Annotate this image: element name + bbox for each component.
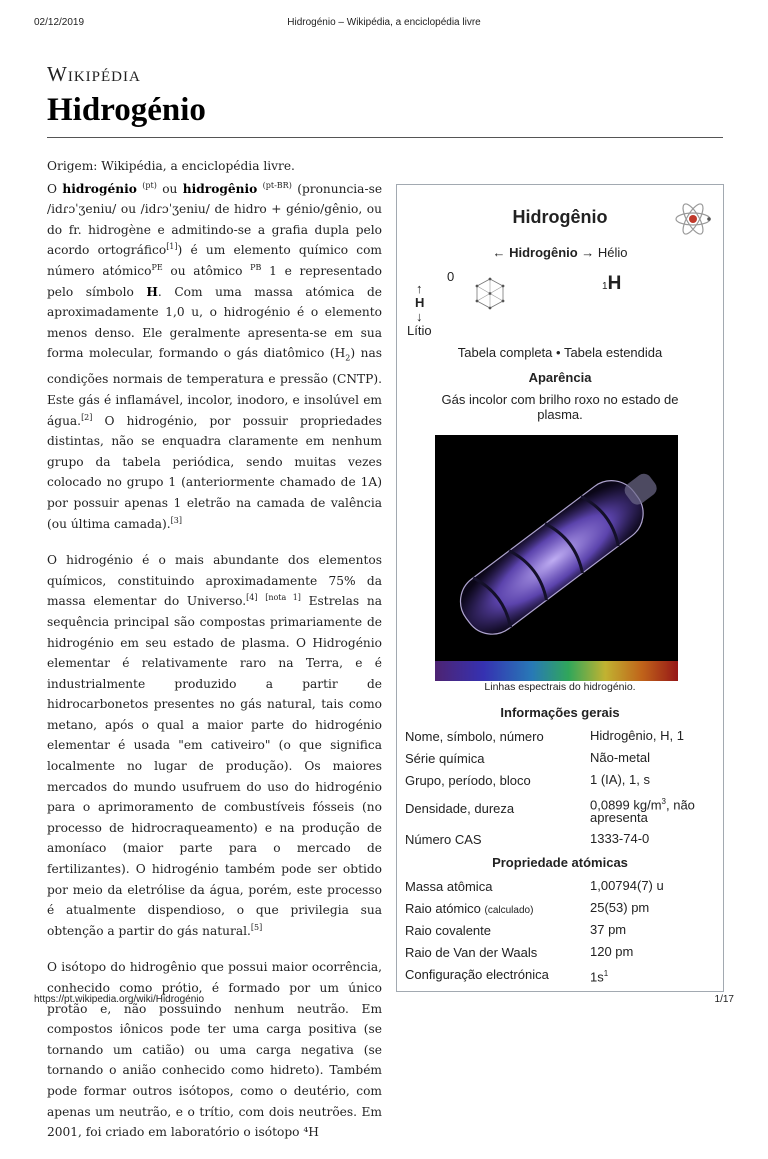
print-page-number: 1/17	[714, 994, 734, 1005]
info-value	[590, 967, 720, 983]
info-key[interactable]: Densidade, dureza	[405, 801, 515, 816]
info-key[interactable]	[405, 901, 533, 916]
bold-term: hidrogénio	[62, 181, 137, 196]
page-title: Hidrogénio	[47, 92, 206, 128]
text: Estrelas na sequência principal são compostas primariamente de hidrogénio em seu estado de plasma. O Hidrogénio elementar é relativamente raro na Terra, e é industrialmente produzido a partir de hidrocarbonetos presentes no gás natural, tais como metano, após o qual a maior parte do hidrogénio elementar é usada "em cativeiro" (o que significa localmente no lugar de produção). Os maiores mercados do mundo usufruem do uso do hidrogénio para o aprimoramento de combustíveis fósseis (no processo de hidrocraqueamento) e na produção de amoníaco (maior parte para o mercado de fertilizantes). O hidrogénio também pode ser obtido por meio da eletrólise da água, porém, este processo é atualmente dispendioso, o que privilegia sua obtenção a partir do gás natural.	[47, 594, 383, 938]
element-symbol: H	[607, 273, 622, 294]
above-element[interactable]: H	[415, 295, 425, 310]
nav-next-element[interactable]: → Hélio	[577, 245, 628, 260]
hydrogen-discharge-tube-image[interactable]	[435, 435, 678, 681]
info-key[interactable]: Raio covalente	[405, 923, 491, 938]
info-key[interactable]: Série química	[405, 751, 485, 766]
lang-note[interactable]: (pt-BR)	[262, 180, 292, 190]
info-key[interactable]: Grupo, período, bloco	[405, 773, 531, 788]
element-navigation	[397, 245, 723, 260]
text: ) é um elemento químico com número atómico	[47, 243, 382, 278]
info-key: Nome, símbolo, número	[405, 729, 544, 744]
pb-note[interactable]: PB	[250, 262, 262, 272]
density-value: 0,0899 kg/m	[590, 797, 662, 813]
article-body	[47, 156, 382, 1159]
info-value[interactable]: Não-metal	[590, 750, 650, 765]
paragraph-3: O isótopo do hidrogênio que possui maior ocorrência, conhecido como prótio, é formado por um único protão e, não possuindo nenhum neutrão. Em compostos iônicos pode ter uma carga positiva (se tornando um catião) ou uma carga negativa (se tornando o anião conhecido como hidreto). Também pode formar outros isótopos, como o deutério, com apenas um neutrão, e o trítio, com dois neutrões. Em 2001, foi criado em laboratório o isótopo ⁴H	[47, 960, 382, 1140]
reference-4[interactable]: [4]	[246, 593, 258, 603]
hardness-value: , não apresenta	[590, 797, 695, 826]
wikipedia-logo[interactable]: Wikipédia	[47, 62, 141, 86]
table-links[interactable]: Tabela completa • Tabela estendida	[457, 345, 663, 360]
general-info-heading: Informações gerais	[500, 705, 620, 720]
superscript: 3	[661, 797, 666, 806]
text: 1 e representado pelo símbolo	[47, 263, 382, 299]
lang-note[interactable]: (pt)	[142, 180, 157, 190]
image-caption: Linhas espectrais do hidrogénio.	[484, 681, 636, 693]
pe-note[interactable]: PE	[151, 262, 163, 272]
reference-3[interactable]: [3]	[170, 515, 183, 525]
print-url[interactable]: https://pt.wikipedia.org/wiki/Hidrogénio	[34, 994, 205, 1005]
atomic-properties-heading: Propriedade atómicas	[492, 855, 628, 870]
down-arrow: ↓	[416, 309, 423, 324]
origin-line: Origem: Wikipédia, a enciclopédia livre.	[47, 159, 295, 173]
symbol: H	[146, 284, 158, 299]
text: . Com uma massa atómica de aproximadamente 1,0 u, o hidrogénio é o elemento menos denso. Ele geralmente apresenta-se em sua forma molecular, formando o gás diatômico (H	[47, 284, 382, 361]
nav-current-element: Hidrogênio	[509, 245, 578, 260]
atom-icon	[673, 199, 713, 239]
crystal-structure-icon	[473, 277, 507, 311]
info-key[interactable]: Raio de Van der Waals	[405, 945, 538, 960]
print-date: 02/12/2019	[34, 17, 85, 28]
note-1[interactable]: [nota 1]	[265, 593, 301, 603]
group-zero-label: 0	[447, 269, 455, 284]
text: O	[47, 181, 63, 196]
paragraph-1	[47, 179, 382, 535]
info-value: 37 pm	[590, 922, 627, 937]
bold-term: hidrogênio	[182, 181, 258, 196]
reference-2[interactable]: [2]	[81, 412, 93, 422]
info-value	[590, 795, 720, 824]
reference-1[interactable]: [1]	[166, 242, 178, 252]
superscript: 1	[603, 969, 609, 978]
infobox-title: Hidrogênio	[512, 207, 608, 227]
appearance-description: Gás incolor com brilho roxo no estado de plasma.	[441, 392, 679, 422]
info-value: 25(53) pm	[590, 900, 650, 915]
config-value: 1s	[590, 969, 604, 985]
info-key[interactable]: Massa atômica	[405, 879, 493, 894]
below-element[interactable]: Lítio	[407, 323, 432, 338]
up-arrow: ↑	[416, 281, 423, 296]
text: ) nas condições normais de temperatura e pressão (CNTP). Este gás é inflamável, incolor, inodoro, e insolúvel em água.	[47, 346, 383, 428]
text: O hidrogénio, por possuir propriedades distintas, não se enquadra claramente em nenhum grupo da tabela periódica, sendo muitas vezes colocado no grupo 1 (anteriormente chamado de 1A) por possuir apenas 1 eletrão na camada de valência (ou última camada).	[47, 413, 382, 531]
title-divider	[47, 137, 723, 138]
reference-5[interactable]: [5]	[250, 922, 263, 932]
paragraph-2	[47, 550, 382, 941]
subscript: 2	[345, 353, 351, 363]
text: ou atômico	[162, 263, 251, 278]
print-page-title: Hidrogénio – Wikipédia, a enciclopédia livre	[287, 17, 481, 28]
text: O hidrogénio é o mais abundante dos elementos químicos, constituindo aproximadamente 75% da massa elementar do Universo.	[47, 553, 382, 609]
appearance-heading: Aparência	[528, 370, 592, 385]
info-value: 1 (IA), 1, s	[590, 772, 650, 787]
nav-arrow-left: ←	[492, 245, 510, 260]
info-value: 1,00794(7) u	[590, 878, 664, 893]
info-key[interactable]: Número CAS	[405, 832, 482, 847]
info-value: 120 pm	[590, 944, 634, 959]
text: ou	[156, 181, 183, 196]
text: (pronuncia-se /idɾɔˈʒeniu/ ou /idɾɔˈʒeniu/ de hidro + génio/gênio, ou do fr. hidrogène e admitindo-se a grafia dupla pelo acordo ortográfico	[47, 181, 383, 258]
info-value[interactable]: Hidrogênio, H, 1	[590, 728, 684, 743]
infobox	[396, 184, 724, 992]
info-value[interactable]: 1333-74-0	[590, 831, 650, 846]
periodic-position	[407, 267, 707, 342]
key-qualifier: (calculado)	[484, 905, 534, 916]
element-cell	[602, 273, 621, 295]
atomic-number: 1	[602, 281, 608, 292]
info-key[interactable]: Configuração electrónica	[405, 967, 549, 982]
key-text: Raio atómico	[405, 901, 485, 916]
